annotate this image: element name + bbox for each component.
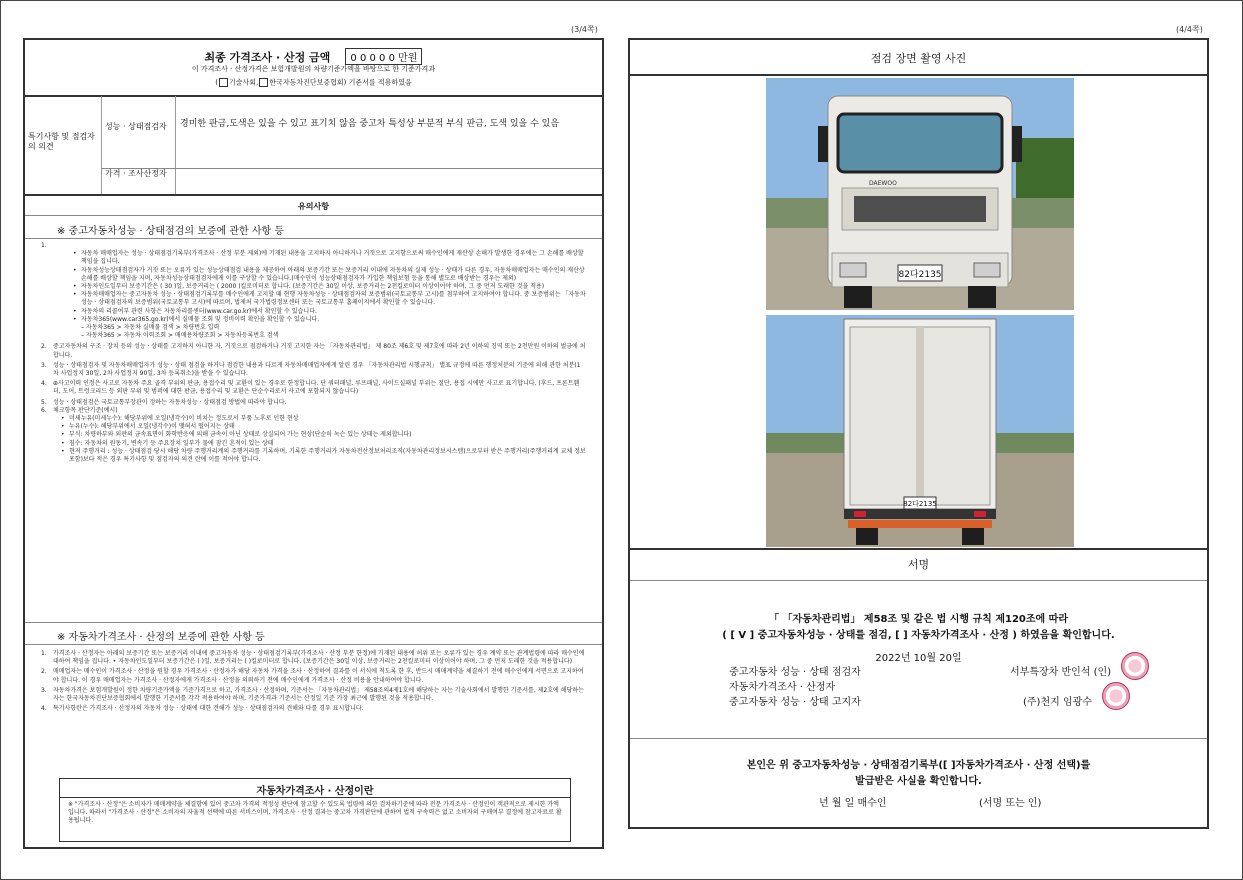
price-assessor-label: 가격 · 조사산정자 — [105, 169, 167, 178]
photo-section-title: 점검 장면 촬영 사진 — [870, 52, 967, 65]
role-inspector: 중고자동차 성능 · 상태 점검자 — [729, 667, 861, 678]
page-number-right: (4/4쪽) — [1176, 25, 1203, 34]
perf-inspector-label: 성능 · 상태점검자 — [105, 122, 167, 131]
law-statement-2: ( [ V ] 중고자동차성능 · 상태를 점검, [ ] 자동차가격조사 · 산정 ) 하였음을 확인합니다. — [722, 630, 1115, 641]
info-box-title: 자동차가격조사 · 산정이란 — [256, 786, 374, 797]
list-item: • 자동차매매업자는 중고자동차 성능 · 상태점검기록부를 매수인에게 고지할 때 현행 자동차성능 · 상태점검자의 보증범위(국토교통부 고시)를 첨부하여 고지하여야 합니다. 중 보증범위는 「자동차성능 · 상태점검자의 보증범위(국토교통부 고시)에 따르며, 법제처 국가법령정보센터 또는 국토교통부 홈페이지에서 확인할 수 있습니다. — [73, 291, 586, 307]
buyer-confirmation-1: 본인은 위 중고자동차성능 · 상태점검기록부([ ]자동차가격조사 · 산정 선택)를 — [746, 760, 1091, 771]
truck-rear-photo — [766, 315, 1074, 547]
list-item: • 침수: 자동차의 원동기, 변속기 등 주요장치 일부가 물에 잠긴 흔적이 있는 상태 — [61, 440, 586, 448]
buyer-signature-field[interactable]: (서명 또는 인) — [979, 798, 1042, 809]
divider — [25, 622, 602, 623]
notifier-signer: (주)천지 임광수 — [1023, 697, 1092, 708]
divider — [630, 580, 1207, 581]
opinion-label: 특기사항 및 점검자의 의견 — [28, 132, 95, 151]
divider — [25, 215, 602, 216]
page-number-left: (3/4쪽) — [571, 25, 598, 34]
amount-box: 0 0 0 0 0 만원 — [345, 48, 422, 65]
divider — [630, 548, 1207, 550]
list-item: • 자동차 매매업자는 성능 · 상태점검기록부(가격조사 · 산정 부분 제외)에 기재된 내용을 고지하지 아니하거나 거짓으로 고지함으로써 매수인에게 재산상 손해가 발생한 경우에는 그 손해를 배상할 책임을 집니다. — [73, 250, 586, 266]
list-item: • 누유(누수): 해당부위에서 오일(냉각수)이 맺혀서 떨어지는 상태 — [61, 423, 586, 431]
divider — [175, 96, 176, 194]
list-item: 3. 성능 · 상태점검자 및 자동차매매업자가 성능 · 상태 점검을 하거나 점검한 내용과 다르게 자동차매매업자에게 알린 경우 「자동차관리법 시행규칙」 별표 규정에 따른 행정처분의 기준에 의해 관한 처분(1차 사업정지 30일, 2차 사업정지 90일, 3차 등록취소)을 받을 수 있습니다. — [41, 361, 581, 378]
list-item: • 부식: 차량하부와 외판의 금속표면이 화학반응에 의해 금속이 아닌 상태로 상실되어 가는 현상(단순히 녹슨 있는 상태는 제외합니다) — [61, 431, 586, 439]
truck-rear-image — [766, 315, 1074, 547]
list-item: • 자동차성능상태점검자가 거짓 또는 오류가 있는 성능상태점검 내용을 제공하여 아래의 보증기간 또는 보증거리 이내에 자동차의 실제 성능 · 상태가 다른 경우, 자동차매매업자는 매수인의 재산상 손해를 배상할 책임을 지며, 자동차성능상태점검자에게 이를 구상할 수 있습니다.(매수인이 성능상태점검자가 가입한 책임보험 등을 통해 별도로 배상받는 경우는 제외) — [73, 267, 586, 283]
basis-line-2: ( 기술사회, 한국자동차진단보증협회) 기준서를 적용하였음 — [215, 78, 412, 87]
final-amount-row — [25, 46, 602, 65]
list-item: 2. 매매업자는 매수인이 가격조사 · 산정을 원할 경우 가격조사 · 산정자가 해당 자동차 가격을 조사 · 산정하여 결과를 이 서식에 적도록 한 후, 반드시 매매계약을 체결하기 전에 매수인에게 서면으로 고지하여야 합니다. 이 경우 매매업자는 가격조사 · 산정자에게 가격조사 · 산정을 의뢰하기 전에 매수인에게 가격조사 · 산정 비용을 안내하여야 합니다. — [41, 668, 584, 684]
buyer-date-line: 년 월 일 매수인 — [819, 798, 887, 809]
checkbox-icon — [259, 78, 268, 87]
list-item: 6. 체크항목 판단기준(예시) — [41, 406, 118, 414]
list-item: 3. 자동차가격은 보험개발원이 정한 차량기준가액을 기준가격으로 하고, 가격조사 · 산정하며, 기준서는 「자동차관리법」 제58조의4제1호에 해당하는 자는 기술사회에서 발행한 기준서를, 제2호에 해당하는 자는 한국자동차진단보증협회에서 발행한 기준서를 각각 적용하여야 하며, 기준가격과 기준서는 산정일 기준 가장 최근에 발행된 것을 적용합니다. — [41, 686, 584, 703]
section1-item-number: 1. — [41, 242, 47, 249]
list-item: • 현저 주행거리 : 성능 · 상태점검 당시 해당 차량 주행거리계의 주행거리를 기록하며, 기록한 주행거리가 자동차전산정보처리조직(자동차관리정보시스템)으로부터 받은 주행거리(주행거리계 교체 정보 포함)보다 적은 경우 특기사항 및 점검자의 의견 란에 이를 적어야 합니다. — [61, 448, 586, 464]
info-box-text: ※ "가격조사 · 산정"은 소비자가 매매계약을 체결함에 있어 중고차 가격의 적정성 판단에 참고할 수 있도록 법령에 의한 검차하기준에 따라 전문 가격조사 · 산정인이 객관적으로 제시한 가액입니다. 따라서 "가격조사 · 산정"은 소비자의 자율적 선택에 따른 서비스이며, 가격조사 · 산정 결과는 중고차 가격판단에 관하여 법적 구속력은 없고 소비자의 구매여부 결정에 참고자료로 활용됩니다. — [68, 801, 562, 825]
divider — [101, 96, 102, 194]
section1-title: ※ 중고자동차성능 · 상태점검의 보증에 관한 사항 등 — [57, 226, 285, 237]
law-statement-1: 「 「자동차관리법」 제58조 및 같은 법 시행 규칙 제120조에 따라 — [769, 614, 1068, 625]
truck-front-image — [766, 78, 1074, 310]
role-notifier: 중고자동차 성능 · 상태 고지자 — [729, 697, 861, 708]
final-amount-title: 최종 가격조사 · 산정 금액 — [204, 51, 331, 64]
price-assessment-info-box — [59, 778, 571, 842]
section1-body — [41, 242, 586, 464]
divider — [630, 738, 1207, 739]
perf-inspector-opinion: 경미한 판금,도색은 있을 수 있고 표기치 않음 중고차 특성상 부분적 부식 판금, 도색 있을 수 있음 — [180, 119, 560, 129]
checkbox-icon — [219, 78, 228, 87]
divider — [630, 74, 1207, 76]
divider — [25, 644, 602, 645]
truck-front-photo — [766, 78, 1074, 310]
front-plate-text: 82다2135 — [898, 270, 942, 280]
list-item: – 자동차365 > 자동차 이력조회 > 매매용차량조회 > 자동차등록번호 검색 — [81, 332, 279, 340]
divider — [25, 194, 602, 196]
list-item: 4. ⊛사고이력 인정은 사고로 자동차 주요 골격 부위의 판금, 용접수리 및 교환이 있는 경우로 한정합니다. 단 쿼터패널, 루프패널, 사이드실패널 부위는 절단, 용접 시에만 사고로 표기합니다. (후드, 프론트휀더, 도어, 트렁크리드 등 외판 부위 및 범퍼에 대한 판금, 용접수리 및 교환은 단순수리로서 사고에 포함되지 않습니다) — [41, 380, 580, 396]
divider — [25, 95, 602, 97]
list-item: 5. 성능 · 상태점검은 국토교통부장관이 정하는 자동차성능 · 상태점검 방법에 따라야 합니다. — [41, 398, 287, 406]
rear-plate-text: 82다2135 — [903, 500, 937, 508]
page-4 — [628, 38, 1209, 829]
notice-title: 유의사항 — [298, 202, 329, 211]
seal-stamp-icon — [1102, 682, 1130, 710]
basis-line: 이 가격조사 · 산정가격은 보험개발원의 차량기준가액을 바탕으로 한 기준가격과 — [191, 65, 436, 73]
divider — [101, 168, 602, 169]
list-item: 4. 특기사항란은 가격조사 · 산정자의 자동차 성능 · 상태에 대한 견해가 성능 · 상태점검자의 견해와 다를 경우 표시합니다. — [41, 705, 364, 713]
inspector-signer: 서부특장차 반인석 (인) — [1010, 667, 1112, 678]
list-item: – 자동차365 > 자동차 실매물 검색 > 차량번호 입력 — [81, 324, 220, 332]
sign-date: 2022년 10월 20일 — [875, 653, 962, 664]
list-item: 1. 가격조사 · 산정자는 아래의 보증기간 또는 보증거리 이내에 중고자동차 성능 · 상태점검기록부(가격조사 · 산정 부분 한정)에 기재된 내용에 허위 또는 오류가 있는 경우 계약 또는 관계법령에 따라 매수인에 대하여 책임을 집니다. • 자동차인도일부터 보증기간은 ( )일, 보증거리는 ( )킬로미터로 합니다. (보증기간은 30일 이상, 보증거리는 2천킬로미터 이상이어야 하며, 그 중 먼저 도래한 것을 적용합니다) — [41, 650, 585, 666]
list-item: • 자동차인도일부터 보증기간은 ( 30 )일, 보증거리는 ( 2000 )킬로미터로 합니다. (보증기간은 30일 이상, 보증거리는 2천킬로미터 이상이어야 하며, 그 중 먼저 도래한 것을 적용) — [73, 283, 586, 291]
list-item: 2. 중고자동차의 구조 · 장치 등의 성능 · 상태를 고지하지 아니한 자, 거짓으로 점검하거나 거짓 고지한 자는 「자동차관리법」 제 80조 제6호 및 제7호에 따라 2년 이하의 징역 또는 2천만원 이하의 벌금에 처합니다. — [41, 343, 586, 359]
buyer-confirmation-2: 발급받은 사실을 확인합니다. — [855, 776, 982, 787]
section2-title: ※ 자동차가격조사 · 산정의 보증에 관한 사항 등 — [57, 632, 265, 643]
front-brand-text: DAEWOO — [869, 180, 897, 187]
section2-body — [41, 650, 586, 713]
list-item: • 자동차의 리콜여부 관련 사항은 자동차리콜센터(www.car.go.kr)에서 확인할 수 있습니다. — [73, 308, 586, 316]
signature-section-title: 서명 — [907, 558, 930, 571]
list-item: • 자동차365(www.car365.go.kr)에서 실매물 조회 및 정비이력 확인을 확인할 수 있습니다. — [73, 316, 586, 324]
seal-stamp-icon — [1121, 652, 1149, 680]
divider — [60, 797, 570, 798]
list-item: • 미세누유(미세누수): 해당부위에 오일(냉각수)이 비치는 정도로서 부품 노후로 인한 현상 — [61, 415, 586, 423]
divider — [25, 238, 602, 239]
page-3 — [23, 38, 604, 849]
role-price-assessor: 자동차가격조사 · 산정자 — [729, 682, 836, 693]
